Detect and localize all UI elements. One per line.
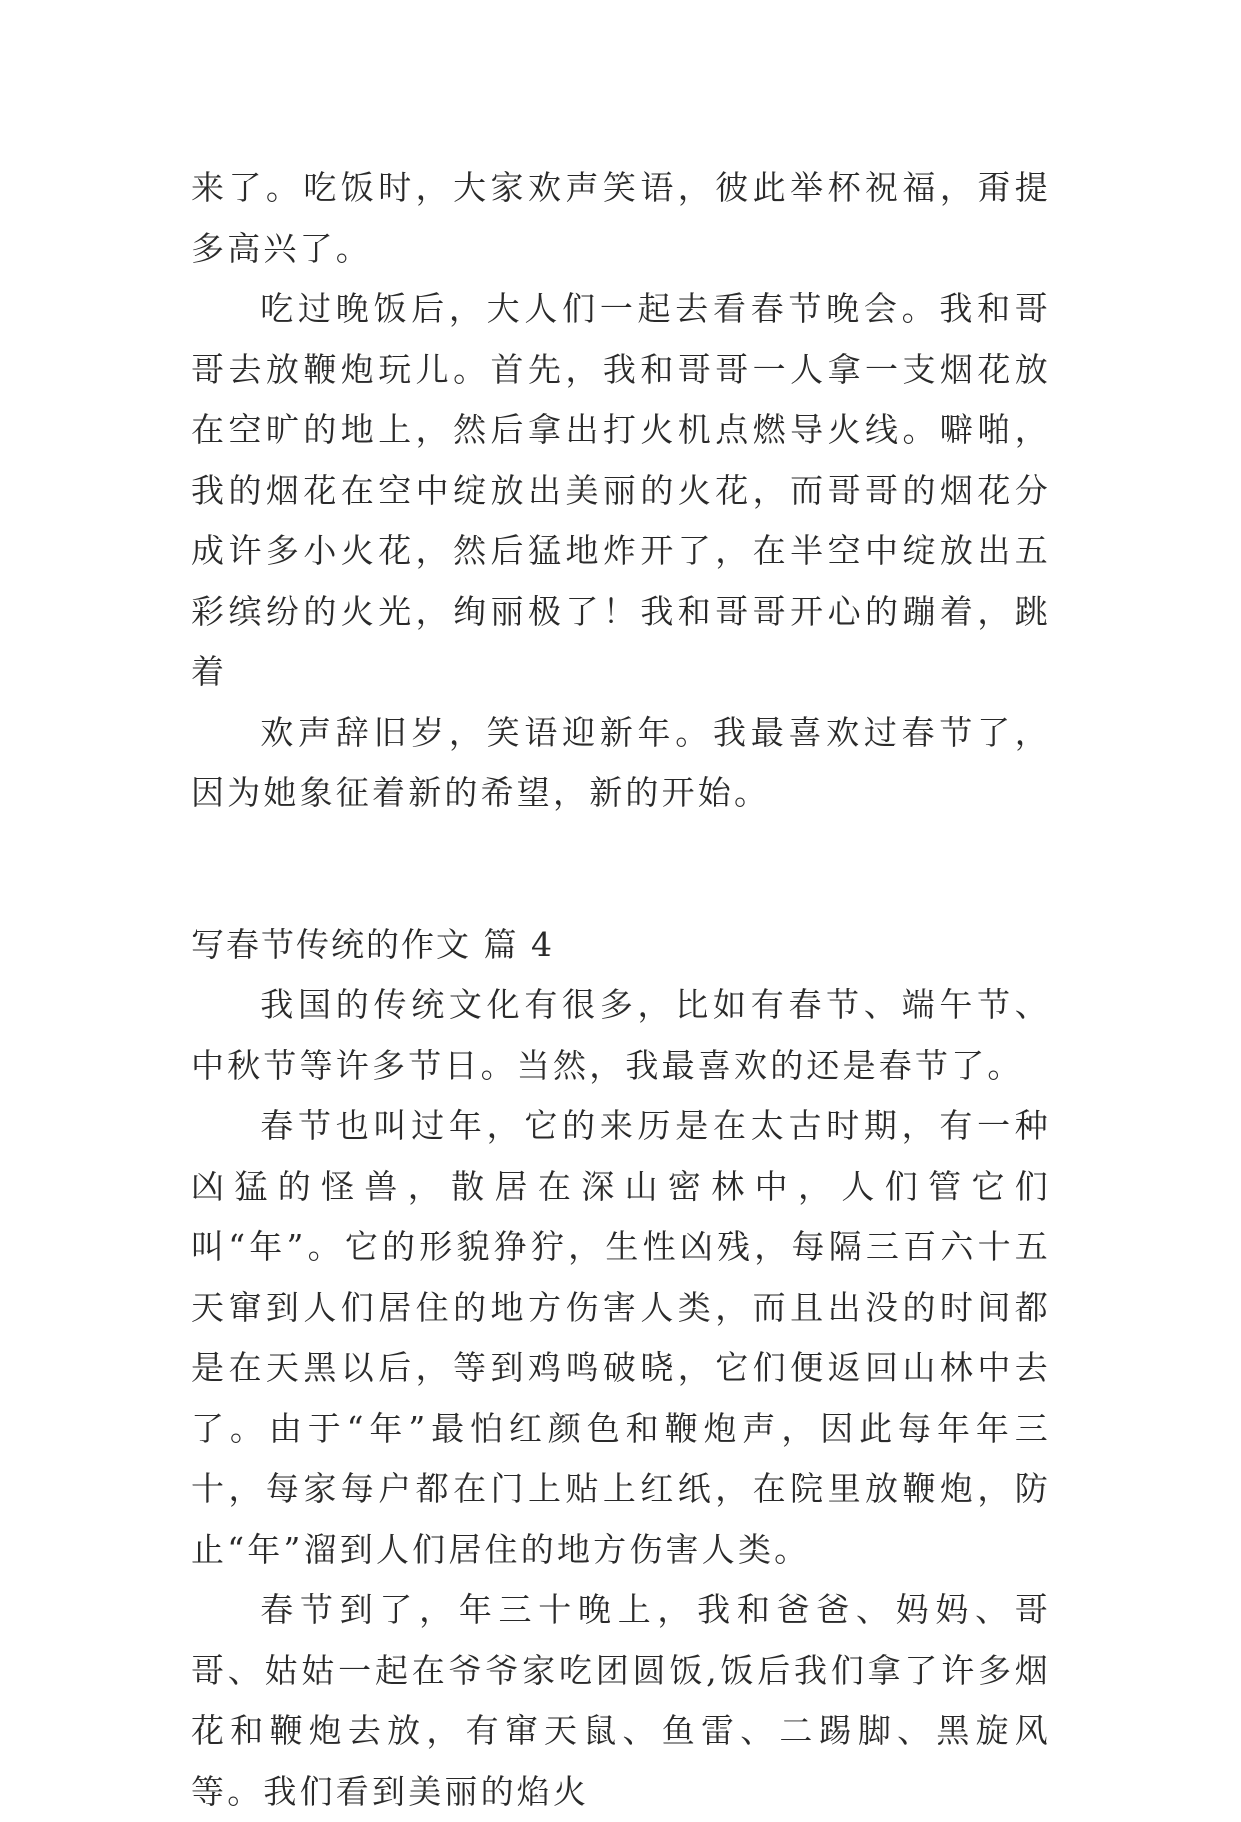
section-title: 写春节传统的作文 篇 4 [191, 924, 554, 964]
paragraph: 春节也叫过年，它的来历是在太古时期，有一种凶猛的怪兽，散居在深山密林中，人们管它们叫“年”。它的形貌狰狞，生性凶残，每隔三百六十五天窜到人们居住的地方伤害人类，而且出没的时间都是在天黑以后，等到鸡鸣破晓，它们便返回山林中去了。由于“年”最怕红颜色和鞭炮声，因此每年年三十，每家每户都在门上贴上红纸，在院里放鞭炮，防止“年”溜到人们居住的地方伤害人类。 [191, 1106, 1051, 1569]
document-body [191, 158, 1051, 1822]
paragraph: 欢声辞旧岁，笑语迎新年。我最喜欢过春节了，因为她象征着新的希望，新的开始。 [191, 712, 1051, 812]
paragraph: 来了。吃饭时，大家欢声笑语，彼此举杯祝福，甭提多高兴了。 [191, 168, 1051, 268]
paragraph: 春节到了，年三十晚上，我和爸爸、妈妈、哥哥、姑姑一起在爷爷家吃团圆饭,饭后我们拿了许多烟花和鞭炮去放，有窜天鼠、鱼雷、二踢脚、黑旋风等。我们看到美丽的焰火 [191, 1590, 1051, 1811]
paragraph: 我国的传统文化有很多，比如有春节、端午节、中秋节等许多节日。当然，我最喜欢的还是春节了。 [191, 985, 1051, 1085]
section-spacer [191, 824, 1051, 915]
paragraph: 吃过晚饭后，大人们一起去看春节晚会。我和哥哥去放鞭炮玩儿。首先，我和哥哥一人拿一支烟花放在空旷的地上，然后拿出打火机点燃导火线。噼啪，我的烟花在空中绽放出美丽的火花，而哥哥的烟花分成许多小火花，然后猛地炸开了，在半空中绽放出五彩缤纷的火光，绚丽极了！我和哥哥开心的蹦着，跳着 [191, 289, 1051, 691]
